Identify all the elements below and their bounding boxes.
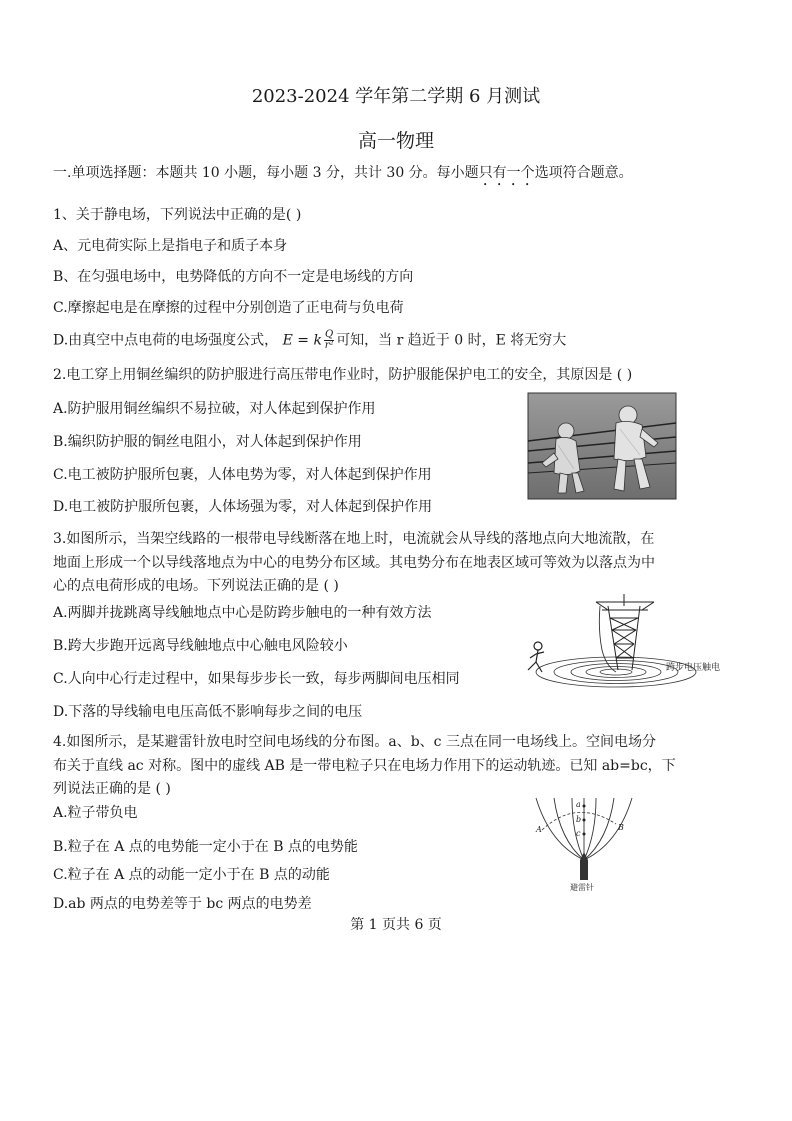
q1-formula-denominator: r² [324,340,334,351]
q4-label-A: A [536,825,542,834]
q3-stem-line1: 3.如图所示，当架空线路的一根带电导线断落在地上时，电流就会从导线的落地点向大地流散，在 [53,531,655,547]
section-intro [53,164,633,189]
section-intro-emphasis: 只有一个 [478,165,535,181]
subject-title: 高一物理 [357,130,434,152]
q1-option-d-prefix: D.由真空中点电荷的电场强度公式， [53,332,279,349]
q1-option-d-suffix: 可知，当 r 趋近于 0 时，E 将无穷大 [336,332,567,349]
q2-option-d: D.电工被防护服所包裹，人体场强为零，对人体起到保护作用 [53,499,433,515]
q4-stem-line2: 布关于直线 ac 对称。图中的虚线 AB 是一带电粒子只在电场力作用下的运动轨迹。已知 ab=bc，下 [53,758,676,774]
q4-label-a: a [576,800,581,809]
q2-stem: 2.电工穿上用铜丝编织的防护服进行高压带电作业时，防护服能保护电工的安全，其原因是 ( ) [53,367,633,383]
q4-stem-line3: 列说法正确的是 ( ) [53,781,171,797]
q3-option-c: C.人向中心行走过程中，如果每步步长一致，每步两脚间电压相同 [53,671,460,687]
q3-option-d: D.下落的导线输电电压高低不影响每步之间的电压 [53,704,363,720]
q2-option-b: B.编织防护服的铜丝电阻小，对人体起到保护作用 [53,434,362,450]
q4-option-d: D.ab 两点的电势差等于 bc 两点的电势差 [53,896,312,912]
q1-option-b: B、在匀强电场中，电势降低的方向不一定是电场线的方向 [53,269,414,285]
q4-label-B: B [618,823,624,832]
q4-label-b: b [576,815,582,824]
q3-option-a: A.两脚并拢跳离导线触地点中心是防跨步触电的一种有效方法 [53,605,432,621]
q4-figure-lightning-rod [530,794,640,894]
q3-stem-line3: 心的点电荷形成的电场。下列说法正确的是 ( ) [53,578,339,594]
q4-option-c: C.粒子在 A 点的动能一定小于在 B 点的动能 [53,867,330,883]
q1-formula-fraction [324,330,334,351]
q4-stem-line1: 4.如图所示，是某避雷针放电时空间电场线的分布图。a、b、c 三点在同一电场线上。空间电场分 [53,734,656,750]
q2-option-a: A.防护服用铜丝编织不易拉破，对人体起到保护作用 [53,401,376,417]
q1-formula-numerator: Q [324,329,334,340]
q1-formula-lhs: E = k [282,332,322,349]
q4-figure-caption: 避雷针 [570,883,594,892]
exam-title: 2023-2024 学年第二学期 6 月测试 [251,86,541,107]
q2-photo-electricians [528,393,676,499]
q3-figure-caption: 跨步电压触电 [666,663,721,673]
section-intro-suffix: 选项符合题意。 [534,165,633,181]
q2-option-c: C.电工被防护服所包裹，人体电势为零，对人体起到保护作用 [53,467,432,483]
q1-option-d [53,330,566,351]
page-footer: 第 1 页共 6 页 [350,917,442,933]
q4-option-a: A.粒子带负电 [53,805,138,821]
q1-option-a: A、元电荷实际上是指电子和质子本身 [53,238,288,254]
q4-option-b: B.粒子在 A 点的电势能一定小于在 B 点的电势能 [53,839,358,855]
q4-label-c: c [576,829,581,838]
q1-option-c: C.摩擦起电是在摩擦的过程中分别创造了正电荷与负电荷 [53,300,404,316]
q3-stem-line2: 地面上形成一个以导线落地点为中心的电势分布区域。其电势分布在地表区域可等效为以落点为中 [53,555,655,571]
q3-figure-step-voltage [516,590,721,700]
section-intro-prefix: 一.单项选择题：本题共 10 小题，每小题 3 分，共计 30 分。每小题 [53,165,479,181]
q1-stem: 1、关于静电场，下列说法中正确的是( ) [53,207,302,223]
q3-option-b: B.跨大步跑开远离导线触地点中心触电风险较小 [53,638,348,654]
